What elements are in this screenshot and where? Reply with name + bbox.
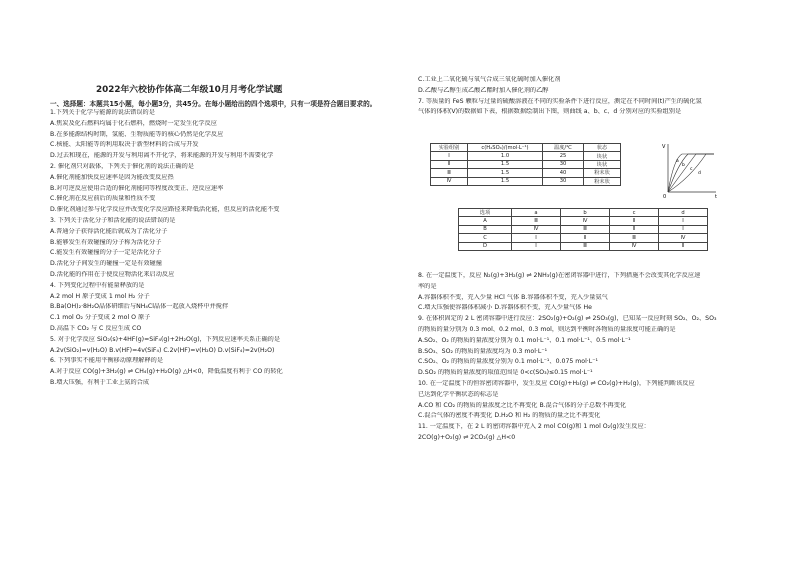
table-row — [431, 177, 621, 185]
volume-time-graph — [660, 140, 720, 200]
right-question-line: C.SO₂、O₂ 的物质的量浓度分别为 0.1 mol·L⁻¹、0.075 mol·L⁻¹ — [418, 358, 598, 366]
table-cell: Ⅱ — [610, 225, 659, 233]
table-cell: A — [459, 217, 512, 225]
right-question-list-bottom — [418, 272, 778, 445]
right-question-line: 2CO(g)+O₂(g) ⇌ 2CO₂(g) △H<0 — [418, 433, 516, 441]
left-question-line: D.活化分子间发生的碰撞一定是有效碰撞 — [50, 260, 162, 268]
table-row — [459, 234, 708, 242]
table-cell: 粉末状 — [584, 169, 621, 177]
right-question-line: 11. 一定温度下，在 2 L 的密闭容器中充入 2 mol CO(g)和 1 mol O₂(g)发生反应： — [418, 423, 650, 431]
curve-d — [668, 154, 714, 192]
table-cell: Ⅳ — [659, 234, 708, 242]
table-cell: Ⅰ — [512, 234, 561, 242]
table-cell: Ⅰ — [431, 152, 468, 160]
left-question-line: C.能发生有效碰撞的分子一定是活化分子 — [50, 249, 162, 257]
table-cell: B — [459, 225, 512, 233]
table-cell: 25 — [543, 152, 584, 160]
right-question-line: A.SO₂、O₂ 的物质的量浓度分别为 0.1 mol·L⁻¹、0.1 mol·L⁻¹、0.5 mol·L⁻¹ — [418, 336, 631, 344]
curve-label-d: d — [698, 171, 701, 176]
right-question-line: 7. 等质量的 FeS 颗粒与过量的硫酸溶液在不同的实验条件下进行反应，测定在不同时间(t)产生的硫化氢 — [418, 97, 702, 105]
table-cell: Ⅰ — [659, 217, 708, 225]
table-cell: Ⅰ — [512, 242, 561, 250]
left-question-line: A.催化剂能加快反应速率是因为能改变反应热 — [50, 173, 174, 181]
left-column — [50, 100, 410, 390]
table-header-cell: c — [610, 209, 659, 217]
origin-label: 0 — [663, 194, 667, 200]
exam-title: 2022年六校协作体高二年级10月月考化学试题 — [96, 85, 283, 95]
table-cell: Ⅱ — [561, 234, 610, 242]
curve-label-a: a — [676, 159, 679, 164]
left-question-list — [50, 109, 410, 390]
right-column — [418, 76, 778, 119]
x-label: t — [715, 194, 717, 200]
table-cell: Ⅳ — [610, 242, 659, 250]
left-question-line: B.增大压强，有利于工业上氨的合成 — [50, 378, 150, 386]
table-header-cell: 实验组别 — [431, 144, 468, 152]
curve-label-b: b — [682, 163, 685, 168]
table-cell: 1.5 — [468, 169, 543, 177]
table-header-cell: 温度/℃ — [543, 144, 584, 152]
left-question-line: B.在多能源结构时期，氢能、生物质能等的核心仍然是化学反应 — [50, 130, 224, 138]
table-header-cell: 选项 — [459, 209, 512, 217]
experiment-table — [430, 143, 621, 186]
right-question-line: A.容器体积不变，充入少量 HCl 气体 B.容器体积不变，充入少量氨气 — [418, 293, 608, 301]
left-question-line: D.高温下 CO₂ 与 C 反应生成 CO — [50, 324, 142, 332]
y-label: V — [662, 144, 666, 150]
table-cell: 30 — [543, 160, 584, 168]
left-question-line: 1.下列关于化学与能源的说法错误的是 — [50, 109, 155, 116]
right-column-bottom — [418, 272, 778, 445]
table-cell: 1.5 — [468, 160, 543, 168]
right-question-line: C.工业上二氧化硫与氧气合成三氧化硫时加入催化剂 — [418, 76, 561, 83]
left-question-line: B.Ba(OH)₂·8H₂O晶体研细后与NH₄Cl晶体一起放入烧杯中并搅拌 — [50, 303, 229, 311]
table-row — [459, 217, 708, 225]
table-row — [431, 152, 621, 160]
left-question-line: A.2v(SiO₂)=v(H₂O) B.v(HF)=4v(SiF₄) C.2v(HF)=v(H₂O) D.v(SiF₄)=2v(H₂O) — [50, 346, 275, 354]
right-question-line: 率的是 — [418, 282, 437, 290]
left-question-line: C.核能、太阳能等的利用取决于新型材料的合成与开发 — [50, 141, 199, 149]
left-question-line: 2. 催化剂只对载体，下列关于催化剂的说法正确的是 — [50, 162, 194, 170]
left-question-line: A.普通分子获得活化能后就成为了活化分子 — [50, 227, 168, 235]
table-row — [431, 169, 621, 177]
table-cell: 1.0 — [468, 152, 543, 160]
left-question-line: A.2 mol H 原子变成 1 mol H₂ 分子 — [50, 292, 150, 300]
table-cell: Ⅲ — [561, 225, 610, 233]
left-question-line: B.能够发生有效碰撞的分子称为活化分子 — [50, 238, 162, 246]
table-cell: Ⅳ — [561, 217, 610, 225]
table-cell: Ⅳ — [431, 177, 468, 185]
left-question-line: 6. 下列事实不能用平衡移动原理解释的是 — [50, 357, 164, 365]
table-cell: 块状 — [584, 152, 621, 160]
right-question-line: C.增大压强使容器体积减小 D.容器体积不变，充入少量气体 He — [418, 304, 592, 312]
table-cell: Ⅲ — [610, 234, 659, 242]
table-cell: Ⅱ — [610, 217, 659, 225]
left-question-line: A.焦炭及化石燃料均属于化石燃料，燃烧时一定发生化学反应 — [50, 119, 217, 127]
right-question-line: 已达到化学平衡状态的标志是 — [418, 390, 499, 398]
table-cell: 40 — [543, 169, 584, 177]
left-question-line: D.过去和现在，能源的开发与利用离不开化学，将来能源的开发与利用不需要化学 — [50, 152, 274, 160]
table-header-cell: a — [512, 209, 561, 217]
right-question-line: 气体的体积(V)的数据如下表，根据数据绘制出下图，则曲线 a、b、c、d 分别对应的实验组别是 — [418, 108, 682, 116]
table-cell: C — [459, 234, 512, 242]
table-cell: Ⅲ — [512, 217, 561, 225]
left-question-line: D.活化能的作用在于使反应物活化来启动反应 — [50, 270, 175, 278]
right-question-line: 的物质的量分别为 0.3 mol、0.2 mol、0.3 mol，则达到平衡时各物质的量浓度可能正确的是 — [418, 325, 676, 333]
table-row — [459, 225, 708, 233]
section-heading — [50, 100, 410, 109]
table-cell: Ⅱ — [659, 242, 708, 250]
table-cell: 30 — [543, 177, 584, 185]
table-cell: 块状 — [584, 160, 621, 168]
left-question-line: C.催化剂在反应前后的质量和性质不变 — [50, 195, 156, 203]
table-cell: Ⅲ — [561, 242, 610, 250]
table-header-cell: 状态 — [584, 144, 621, 152]
table-header-cell: c(H₂SO₄)/(mol·L⁻¹) — [468, 144, 543, 152]
left-question-line: 4. 下列变化过程中有能量释放的是 — [50, 281, 145, 289]
table-cell: 粉末状 — [584, 177, 621, 185]
table-header-row — [431, 144, 621, 152]
right-question-line: 9. 在体积固定的 2 L 密闭容器中进行反应：2SO₂(g)+O₂(g) ⇌ 2SO₃(g)，已知某一反应时刻 SO₂、O₂、SO₃ — [418, 315, 717, 323]
table-row — [431, 160, 621, 168]
table-cell: Ⅰ — [659, 225, 708, 233]
left-question-line: D.催化剂通过参与化学反应并改变化学反应路径来降低活化能，但反应的活化能不变 — [50, 206, 280, 214]
table-header-row — [459, 209, 708, 217]
right-question-list-top — [418, 76, 778, 119]
right-question-line: D.SO₂ 的物质的量浓度的取值范围是 0<c(SO₃)≤0.15 mol·L⁻¹ — [418, 369, 593, 377]
table-cell: 1.5 — [468, 177, 543, 185]
right-question-line: A.CO 和 CO₂ 的物质的量浓度之比不再变化 B.混合气体的分子总数不再变化 — [418, 401, 627, 409]
left-question-line: B.对可逆反应使用合适的催化剂能同等程度改变正、逆反应速率 — [50, 184, 224, 192]
curve-label-c: c — [690, 167, 693, 172]
right-question-line: C.混合气体的密度不再变化 D.H₂O 和 H₂ 的物质的量之比不再变化 — [418, 412, 601, 420]
right-question-line: 8. 在一定温度下，反应 N₂(g)+3H₂(g) ⇌ 2NH₃(g)在密闭容器中进行，下列措施不会改变其化学反应速 — [418, 272, 701, 279]
table-cell: Ⅱ — [431, 160, 468, 168]
table-row — [459, 242, 708, 250]
options-table — [458, 208, 708, 251]
table-cell: D — [459, 242, 512, 250]
right-question-line: D.乙酸与乙醇生成乙酸乙酯时加入催化剂的乙醇 — [418, 86, 549, 94]
table-header-cell: d — [659, 209, 708, 217]
left-question-line: C.1 mol O₂ 分子变成 2 mol O 原子 — [50, 314, 151, 322]
table-header-cell: b — [561, 209, 610, 217]
table-cell: Ⅳ — [512, 225, 561, 233]
section-text: 一、选择题：本题共15小题，每小题3分，共45分。在每小题给出的四个选项中，只有一项是符合题目要求的。 — [50, 100, 377, 108]
left-question-line: 3. 下列关于活化分子和活化能的说法错误的是 — [50, 216, 176, 224]
table-cell: Ⅲ — [431, 169, 468, 177]
right-question-line: 10. 在一定温度下的恒容密闭容器中，发生反应 CO(g)+H₂(g) ⇌ CO₂(g)+H₂(g)，下列能判断该反应 — [418, 379, 695, 387]
left-question-line: A.对于反应 CO(g)+3H₂(g) ⇌ CH₄(g)+H₂O(g) △H<0，降低温度有利于 CO 的转化 — [50, 368, 283, 376]
left-question-line: 5. 对于化学反应 SiO₂(s)+4HF(g)=SiF₄(g)+2H₂O(g)，下列反应速率关系正确的是 — [50, 335, 281, 343]
right-question-line: B.SO₃、SO₂ 的物质的量浓度均为 0.3 mol·L⁻¹ — [418, 347, 548, 355]
